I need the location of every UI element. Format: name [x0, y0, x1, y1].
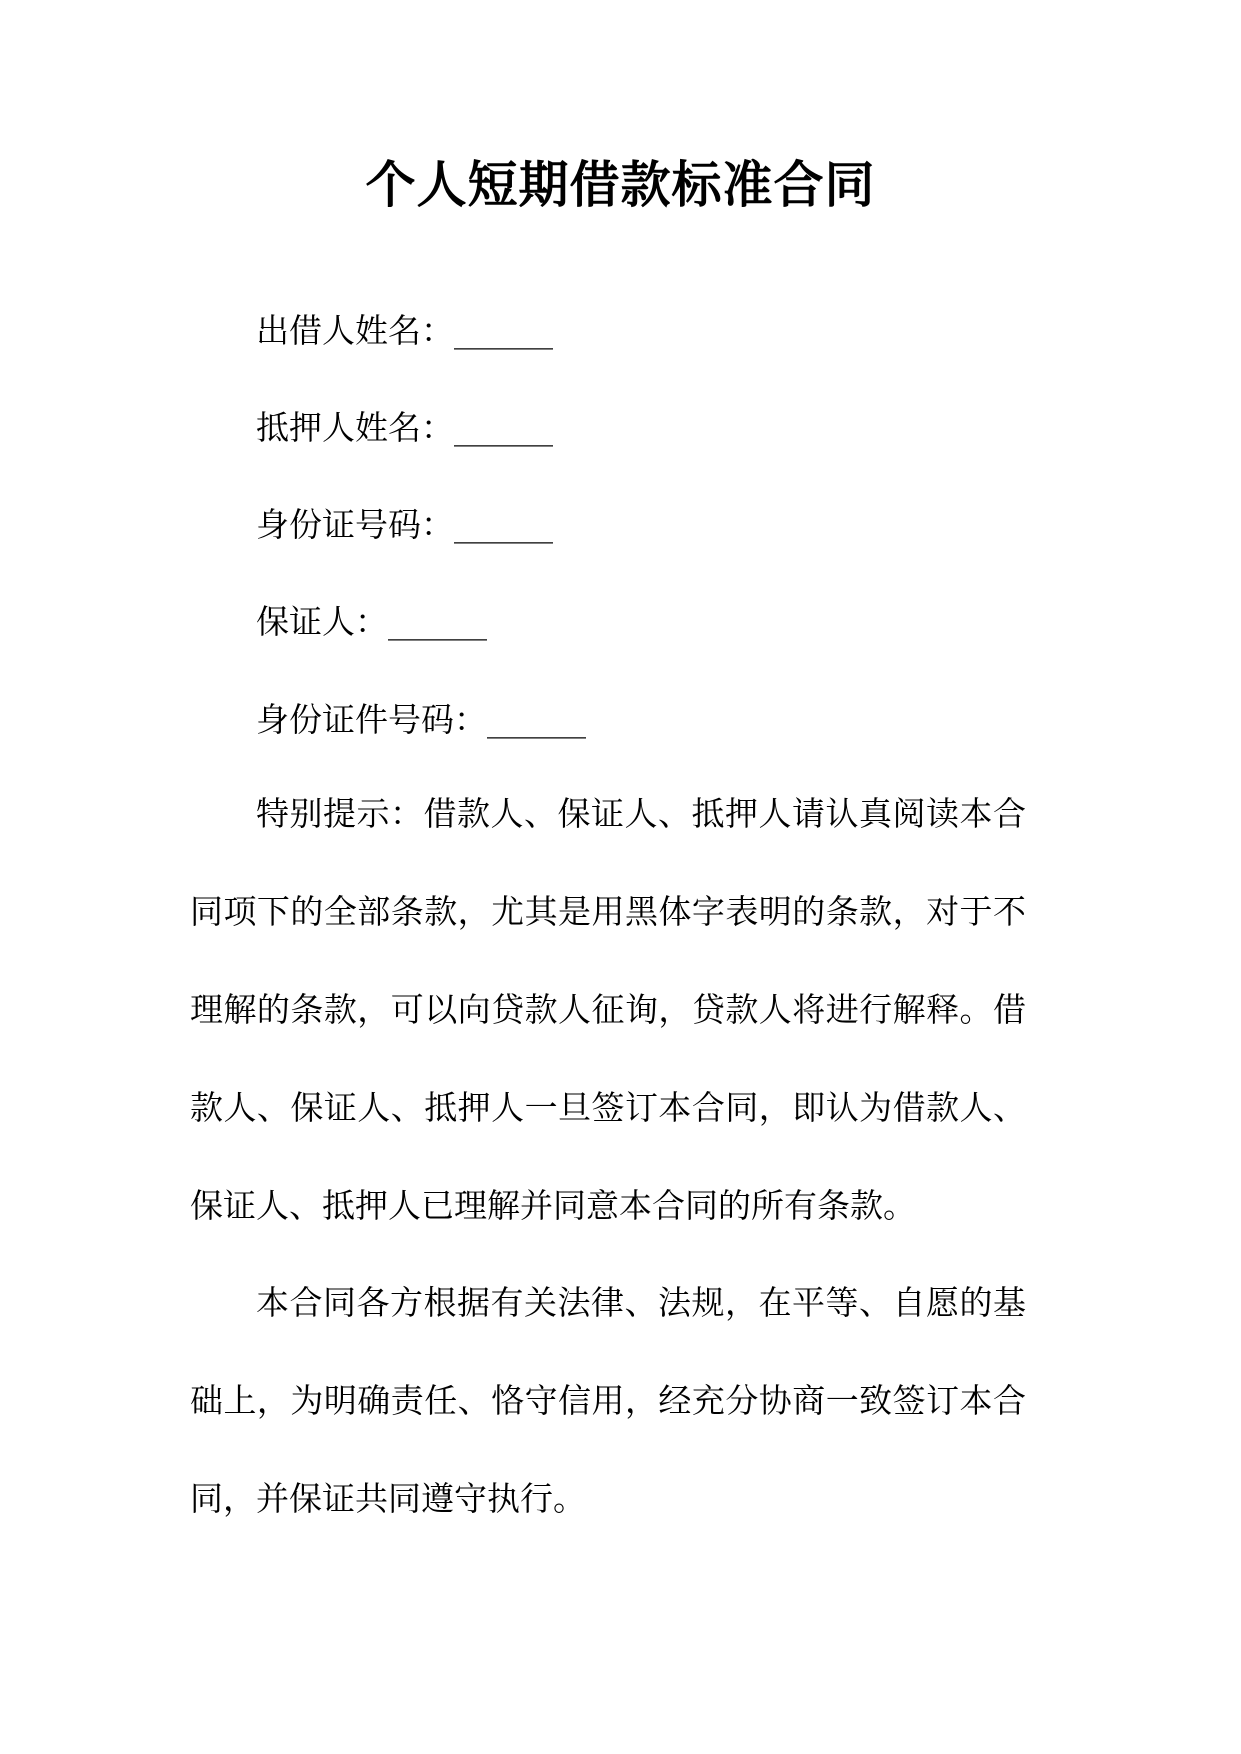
field-label: 抵押人姓名： [256, 408, 454, 447]
field-blank: ______ [454, 311, 553, 350]
field-blank: ______ [454, 408, 553, 447]
guarantor-field [256, 602, 487, 642]
field-label: 出借人姓名： [256, 311, 454, 350]
mortgagor-name-field [256, 408, 553, 448]
field-blank: ______ [487, 700, 586, 739]
special-notice-paragraph: 特别提示：借款人、保证人、抵押人请认真阅读本合同项下的全部条款，尤其是用黑体字表明的条款，对于不理解的条款，可以向贷款人征询，贷款人将进行解释。借款人、保证人、抵押人一旦签订本合同，即认为借款人、保证人、抵押人已理解并同意本合同的所有条款。 [190, 794, 1026, 1225]
lender-name-field [256, 311, 553, 351]
field-blank: ______ [388, 602, 487, 641]
id-number-field [256, 505, 553, 545]
field-label: 身份证号码： [256, 505, 454, 544]
field-label: 身份证件号码： [256, 700, 487, 739]
document-title: 个人短期借款标准合同 [365, 155, 876, 214]
agreement-paragraph: 本合同各方根据有关法律、法规，在平等、自愿的基础上，为明确责任、恪守信用，经充分协商一致签订本合同，并保证共同遵守执行。 [190, 1283, 1026, 1518]
field-label: 保证人： [256, 602, 388, 641]
id-document-number-field [256, 700, 586, 740]
field-blank: ______ [454, 505, 553, 544]
